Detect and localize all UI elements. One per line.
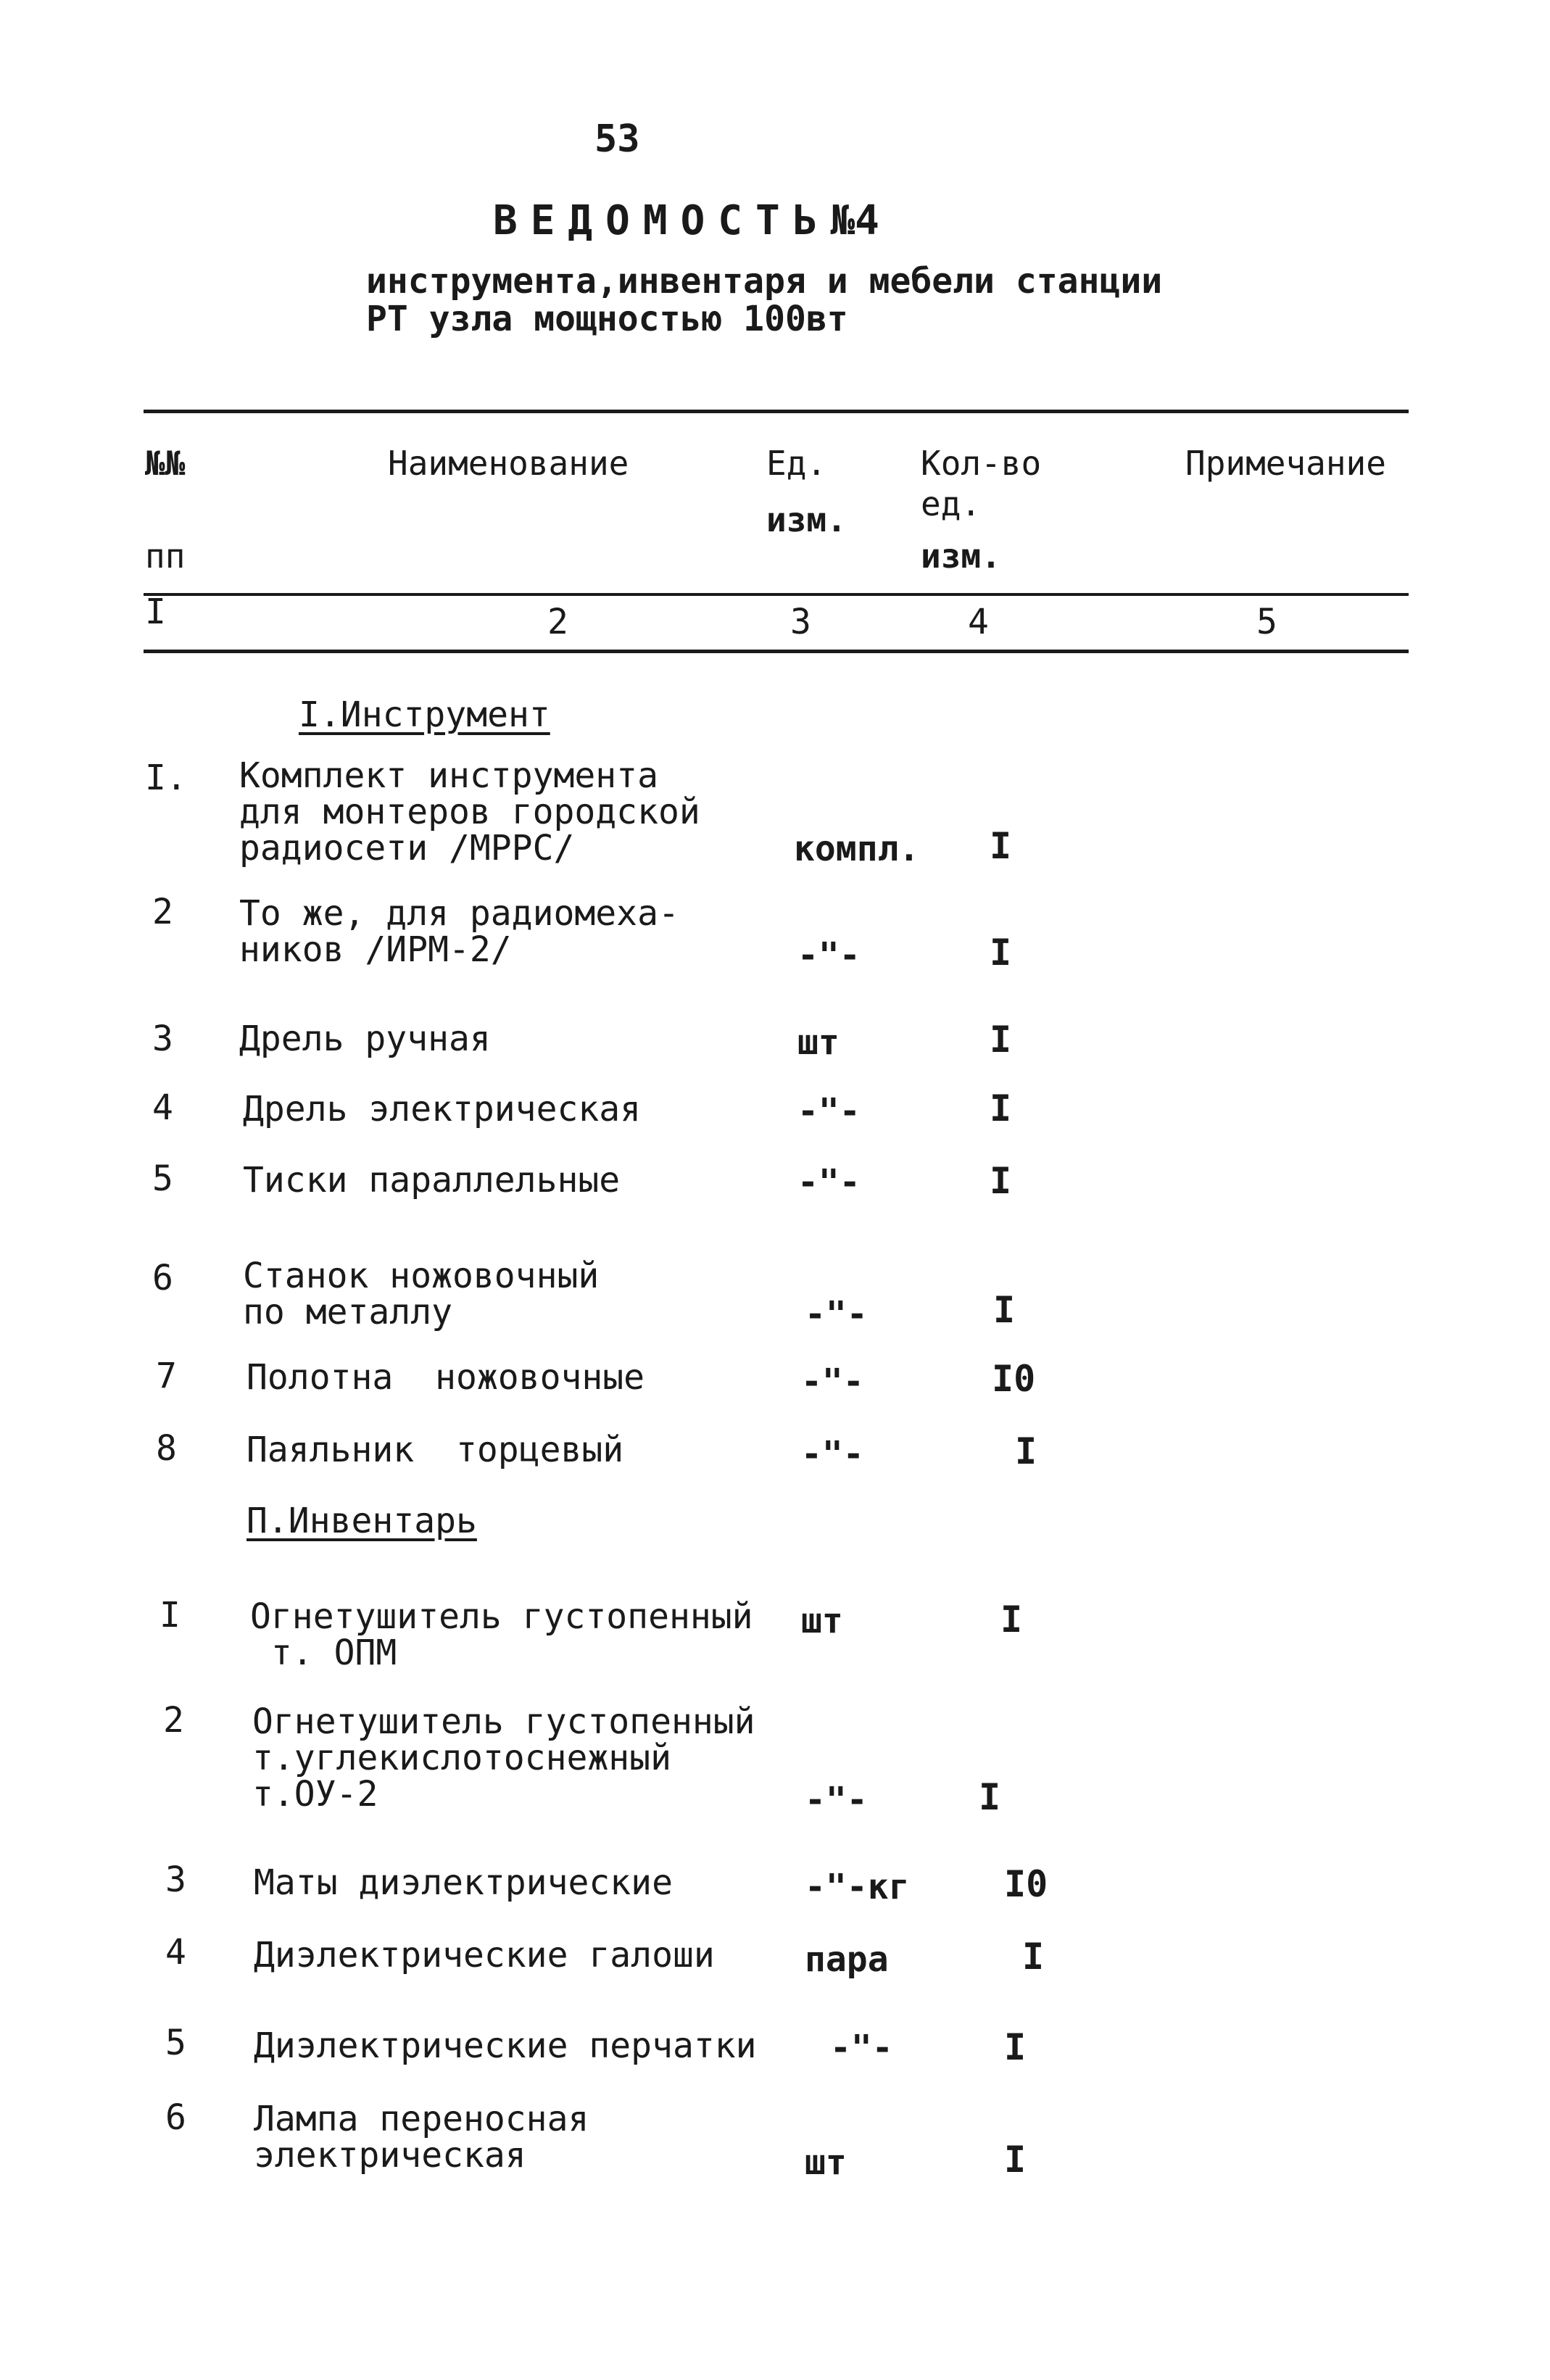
row-unit: -"- bbox=[805, 1294, 868, 1335]
row-qty: I bbox=[1022, 1936, 1045, 1978]
row-unit: -"- bbox=[797, 935, 861, 976]
row-qty: I bbox=[993, 1289, 1016, 1331]
row-number: 4 bbox=[152, 1087, 173, 1128]
row-unit: -"-кг bbox=[805, 1867, 910, 1907]
row-name: Лампа переносная электрическая bbox=[254, 2099, 589, 2176]
row-name: То же, для радиомеха- ников /ИРМ-2/ bbox=[239, 893, 679, 970]
row-number: 7 bbox=[156, 1356, 177, 1396]
header-unit-a: Ед. bbox=[766, 444, 827, 483]
row-name: Маты диэлектрические bbox=[254, 1862, 673, 1903]
subtitle-line-2: РТ узла мощностью 100вт bbox=[366, 299, 848, 339]
row-number: I. bbox=[145, 758, 187, 798]
row-qty: I bbox=[990, 932, 1012, 974]
row-qty: I0 bbox=[992, 1358, 1036, 1400]
row-unit: компл. bbox=[794, 829, 920, 869]
header-qty-c: изм. bbox=[921, 536, 1001, 576]
section-title: I.Инструмент bbox=[299, 694, 550, 735]
row-number: 6 bbox=[152, 1258, 173, 1298]
row-unit: -"- bbox=[797, 1091, 861, 1132]
row-qty: I bbox=[1015, 1430, 1037, 1472]
section-title: П.Инвентарь bbox=[246, 1501, 477, 1541]
header-note: Примечание bbox=[1185, 444, 1386, 483]
row-unit: -"- bbox=[830, 2028, 893, 2068]
row-qty: I bbox=[1004, 2139, 1027, 2181]
colnum-bottom-rule bbox=[144, 650, 1409, 653]
row-number: 2 bbox=[163, 1700, 184, 1741]
row-name: Паяльник торцевый bbox=[246, 1430, 624, 1470]
row-name: Тиски параллельные bbox=[243, 1160, 621, 1201]
row-number: 5 bbox=[165, 2023, 186, 2063]
row-unit: шт bbox=[797, 1022, 840, 1063]
row-number: 3 bbox=[165, 1859, 186, 1900]
title-mark: №4 bbox=[830, 197, 879, 244]
row-name: Дрель электрическая bbox=[243, 1089, 642, 1129]
row-unit: пара bbox=[805, 1939, 889, 1980]
row-number: 5 bbox=[152, 1158, 173, 1199]
row-name: Станок ножовочный по металлу bbox=[243, 1256, 600, 1332]
column-number-1: I bbox=[145, 592, 166, 632]
header-bottom-rule bbox=[144, 593, 1409, 596]
row-name: Дрель ручная bbox=[239, 1019, 491, 1059]
row-qty: I bbox=[1000, 1599, 1023, 1641]
row-unit: -"- bbox=[801, 1434, 864, 1475]
subtitle-line-1: инструмента,инвентаря и мебели станции bbox=[366, 261, 1163, 302]
document-title bbox=[493, 197, 879, 244]
header-qty-b: ед. bbox=[921, 484, 982, 523]
header-num-a: №№ bbox=[145, 444, 186, 483]
row-number: 2 bbox=[152, 892, 173, 932]
row-unit: -"- bbox=[797, 1162, 861, 1203]
row-unit: шт bbox=[801, 1601, 843, 1641]
row-qty: I0 bbox=[1004, 1863, 1048, 1905]
row-name: Диэлектрические галоши bbox=[254, 1935, 715, 1975]
column-number-2: 2 bbox=[547, 602, 568, 642]
row-unit: -"- bbox=[805, 1780, 868, 1820]
header-num-b: пп bbox=[145, 536, 186, 576]
row-name: Полотна ножовочные bbox=[246, 1357, 645, 1398]
row-qty: I bbox=[990, 1087, 1012, 1129]
row-unit: шт bbox=[805, 2142, 847, 2183]
row-number: 6 bbox=[165, 2097, 186, 2138]
header-unit-b: изм. bbox=[766, 500, 847, 539]
row-unit: -"- bbox=[801, 1361, 864, 1402]
row-qty: I bbox=[1004, 2026, 1027, 2068]
row-qty: I bbox=[979, 1776, 1001, 1818]
column-number-5: 5 bbox=[1256, 602, 1277, 642]
row-qty: I bbox=[990, 1019, 1012, 1061]
column-number-4: 4 bbox=[968, 602, 989, 642]
column-number-3: 3 bbox=[790, 602, 811, 642]
row-number: 3 bbox=[152, 1019, 173, 1059]
row-number: 8 bbox=[156, 1428, 177, 1469]
row-number: I bbox=[159, 1595, 181, 1635]
row-number: 4 bbox=[165, 1932, 186, 1973]
table-top-rule bbox=[144, 410, 1409, 413]
row-qty: I bbox=[990, 825, 1012, 867]
row-name: Комплект инструмента для монтеров городской радиосети /МРРС/ bbox=[239, 755, 700, 868]
row-name: Огнетушитель густопенный т. ОПМ bbox=[250, 1596, 753, 1673]
title-text: ВЕДОМОСТЬ bbox=[493, 197, 831, 244]
row-name: Огнетушитель густопенный т.углекислотоснежный т.ОУ-2 bbox=[252, 1701, 755, 1815]
header-qty-a: Кол-во bbox=[921, 444, 1042, 483]
page-number: 53 bbox=[594, 117, 640, 161]
row-name: Диэлектрические перчатки bbox=[254, 2026, 757, 2066]
header-name: Наименование bbox=[388, 444, 629, 483]
row-qty: I bbox=[990, 1160, 1012, 1202]
